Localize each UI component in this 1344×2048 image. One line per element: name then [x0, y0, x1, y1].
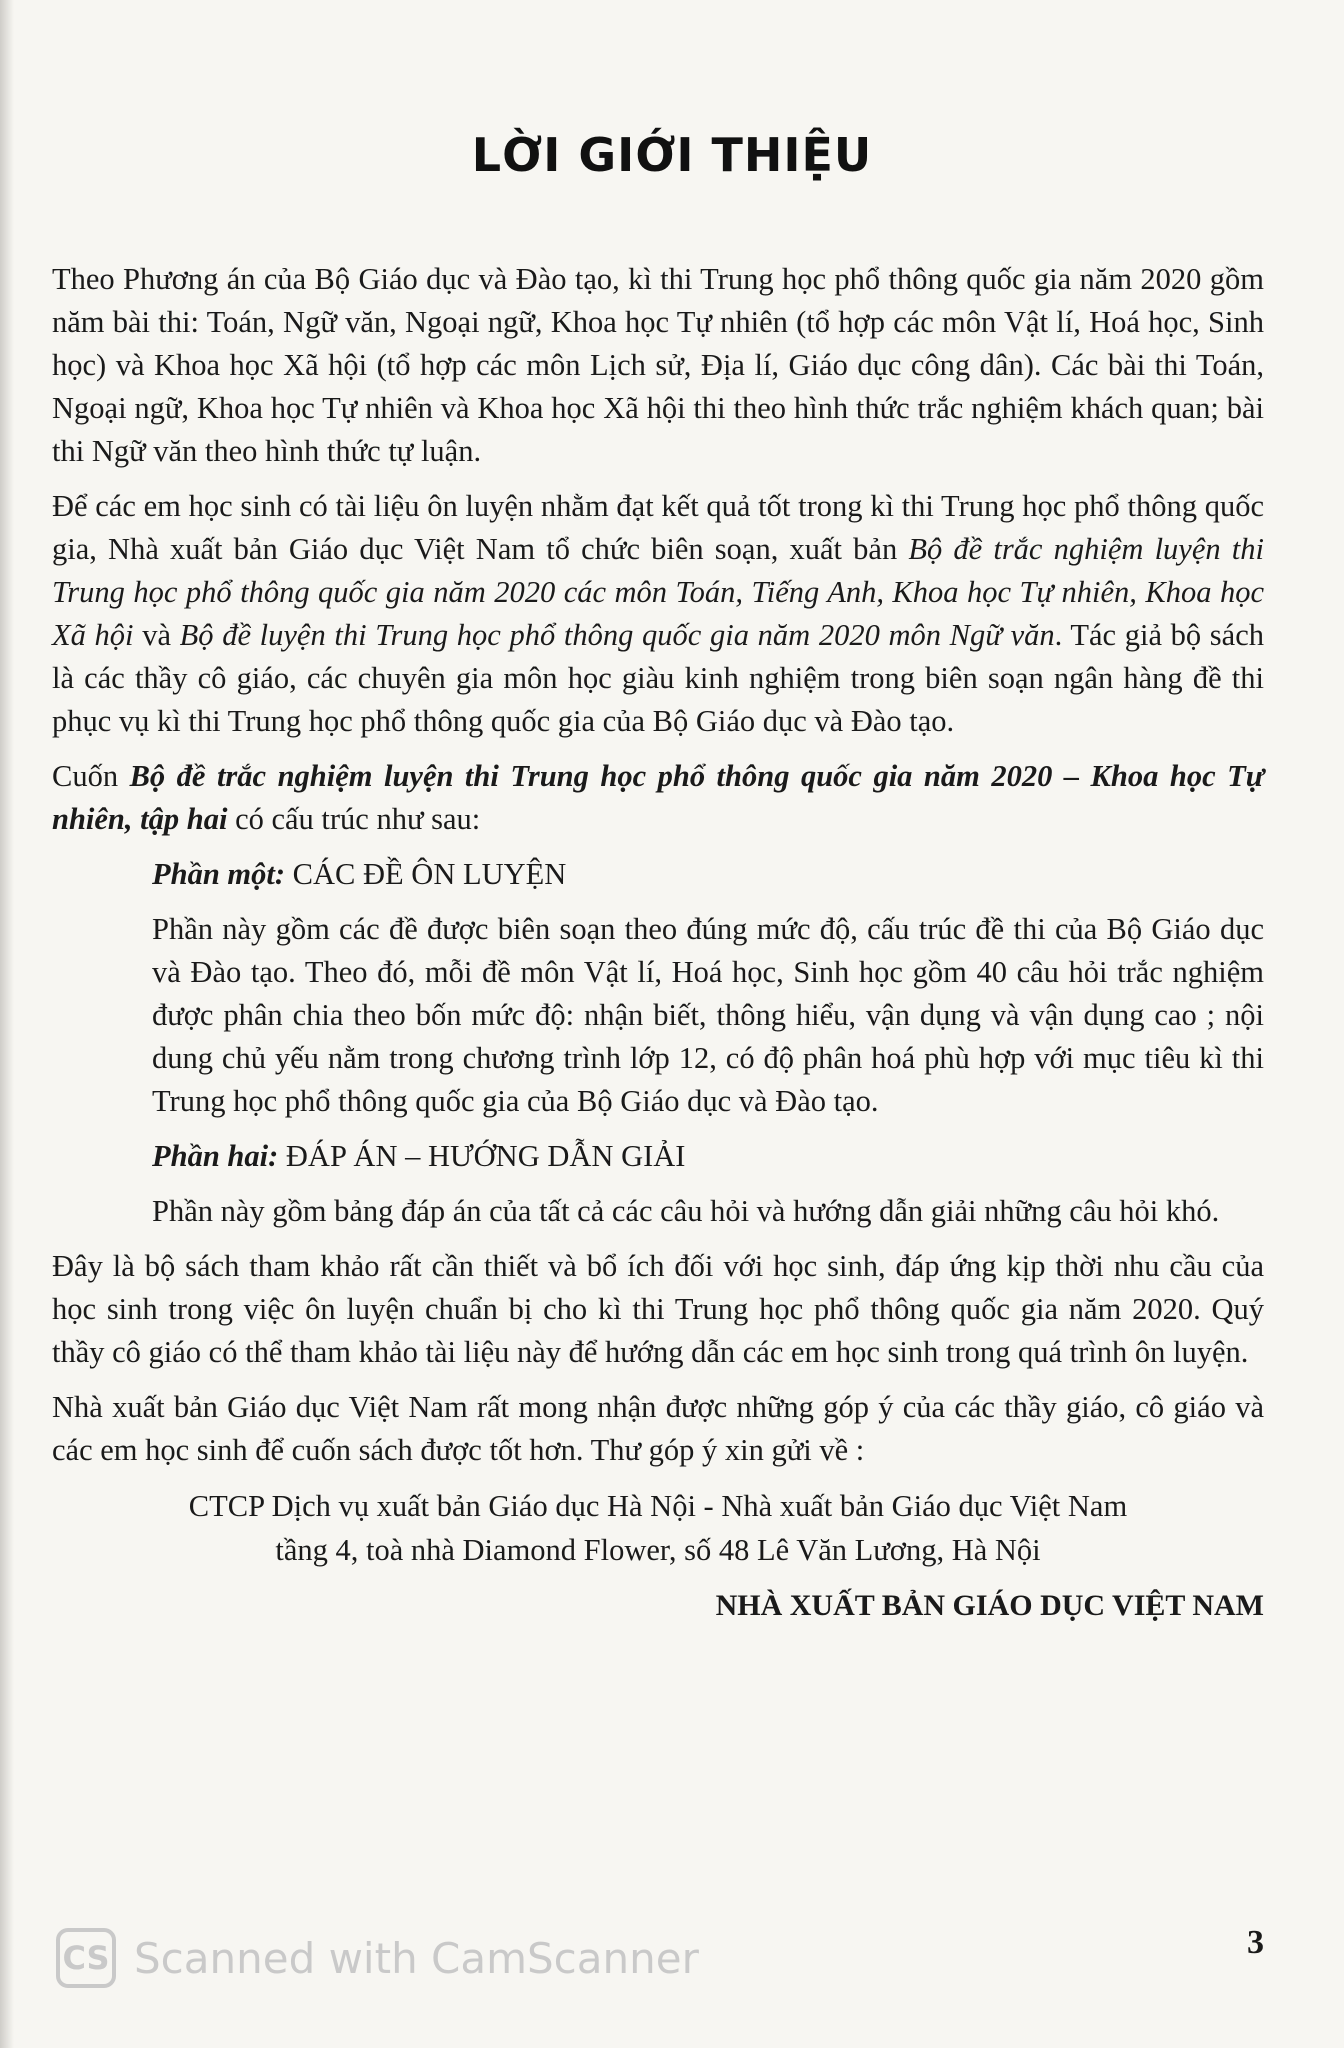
part-one-title: CÁC ĐỀ ÔN LUYỆN — [285, 857, 567, 891]
part-two-title: ĐÁP ÁN – HƯỚNG DẪN GIẢI — [278, 1139, 686, 1173]
part-two-section — [52, 1135, 1264, 1233]
paragraph-2-text-c: . Tác giả bộ sách là các thầy cô giáo, các chuyên gia môn học giàu kinh nghiệm trong biên soạn ngân hàng đề thi phục vụ kì thi Trung học phổ thông quốc gia của Bộ Giáo dục và Đào tạo. — [52, 618, 1264, 738]
intro-paragraph-4: Đây là bộ sách tham khảo rất cần thiết và bổ ích đối với học sinh, đáp ứng kịp thời nhu cầu của học sinh trong việc ôn luyện chuẩn bị cho kì thi Trung học phổ thông quốc gia năm 2020. Quý thầy cô giáo có thể tham khảo tài liệu này để hướng dẫn các em học sinh trong quá trình ôn luyện. — [52, 1249, 1264, 1369]
paragraph-2-text-b: và — [133, 618, 180, 652]
mailing-address — [52, 1484, 1264, 1572]
book-title-literature: Bộ đề luyện thi Trung học phổ thông quốc gia năm 2020 môn Ngữ văn — [179, 618, 1055, 652]
address-line-2: tầng 4, toà nhà Diamond Flower, số 48 Lê Văn Lương, Hà Nội — [275, 1533, 1041, 1567]
part-two-label: Phần hai: — [152, 1139, 279, 1173]
part-one-heading — [152, 853, 1264, 896]
page-number: 3 — [1247, 1924, 1264, 1961]
intro-paragraph-2 — [52, 485, 1264, 743]
camscanner-watermark — [56, 1928, 699, 1988]
paragraph-3-prefix: Cuốn — [52, 759, 130, 793]
book-title-series: Bộ đề trắc nghiệm luyện thi Trung học phổ thông quốc gia năm 2020 các môn Toán, Tiếng Anh, Khoa học Tự nhiên, Khoa học Xã hội — [52, 532, 1264, 652]
camscanner-text: Scanned with CamScanner — [134, 1933, 699, 1983]
paragraph-2-text-a: Để các em học sinh có tài liệu ôn luyện nhằm đạt kết quả tốt trong kì thi Trung học phổ thông quốc gia, Nhà xuất bản Giáo dục Việt Nam tổ chức biên soạn, xuất bản — [52, 489, 1264, 566]
book-title-current: Bộ đề trắc nghiệm luyện thi Trung học phổ thông quốc gia năm 2020 – Khoa học Tự nhiên, tập hai — [52, 759, 1264, 836]
paragraph-3-suffix: có cấu trúc như sau: — [227, 802, 481, 836]
part-one-section — [52, 853, 1264, 1123]
intro-paragraph-5: Nhà xuất bản Giáo dục Việt Nam rất mong nhận được những góp ý của các thầy giáo, cô giáo và các em học sinh để cuốn sách được tốt hơn. Thư góp ý xin gửi về : — [52, 1390, 1264, 1467]
intro-paragraph-1: Theo Phương án của Bộ Giáo dục và Đào tạo, kì thi Trung học phổ thông quốc gia năm 2020 gồm năm bài thi: Toán, Ngữ văn, Ngoại ngữ, Khoa học Tự nhiên (tổ hợp các môn Vật lí, Hoá học, Sinh học) và Khoa học Xã hội (tổ hợp các môn Lịch sử, Địa lí, Giáo dục công dân). Các bài thi Toán, Ngoại ngữ, Khoa học Tự nhiên và Khoa học Xã hội thi theo hình thức trắc nghiệm khách quan; bài thi Ngữ văn theo hình thức tự luận. — [52, 262, 1264, 468]
page-edge-shadow — [0, 0, 14, 2048]
part-one-description: Phần này gồm các đề được biên soạn theo đúng mức độ, cấu trúc đề thi của Bộ Giáo dục và Đào tạo. Theo đó, mỗi đề môn Vật lí, Hoá học, Sinh học gồm 40 câu hỏi trắc nghiệm được phân chia theo bốn mức độ: nhận biết, thông hiểu, vận dụng và vận dụng cao ; nội dung chủ yếu nằm trong chương trình lớp 12, có độ phân hoá phù hợp với mục tiêu kì thi Trung học phổ thông quốc gia của Bộ Giáo dục và Đào tạo. — [152, 912, 1264, 1118]
intro-paragraph-3 — [52, 755, 1264, 841]
part-one-label: Phần một: — [152, 857, 286, 891]
camscanner-logo-icon: CS — [56, 1928, 116, 1988]
address-line-1: CTCP Dịch vụ xuất bản Giáo dục Hà Nội - Nhà xuất bản Giáo dục Việt Nam — [188, 1489, 1128, 1523]
part-two-description: Phần này gồm bảng đáp án của tất cả các câu hỏi và hướng dẫn giải những câu hỏi khó. — [152, 1194, 1220, 1228]
part-two-heading — [152, 1135, 1264, 1178]
page-title: LỜI GIỚI THIỆU — [471, 128, 873, 182]
document-body — [52, 258, 1264, 1627]
publisher-signature: NHÀ XUẤT BẢN GIÁO DỤC VIỆT NAM — [715, 1589, 1264, 1622]
